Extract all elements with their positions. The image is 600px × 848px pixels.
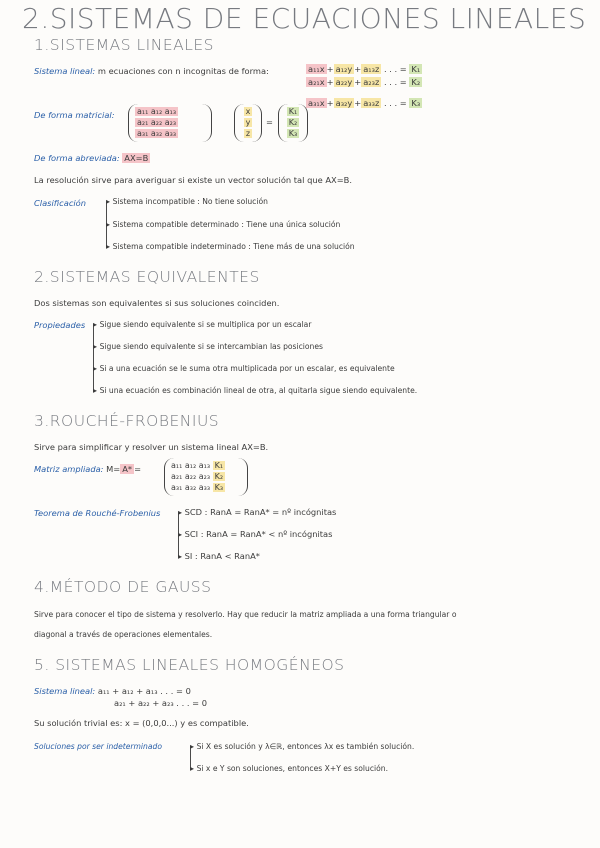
eq3-k: K₃ [411, 98, 421, 108]
classification-item: ▸ Sistema compatible indeterminado : Tiene más de una solución [106, 242, 355, 251]
eq3-term1: a₃₁x [308, 98, 325, 108]
equation-1 [306, 64, 422, 74]
abbr-label: De forma abreviada: [34, 153, 120, 163]
eq3-dots: . . . = [383, 98, 407, 108]
amp-row-3: a₃₁ a₃₂ a₃₃ [171, 483, 211, 492]
eq2-term2: a₂₂y [335, 77, 353, 87]
abbr-equation: AX=B [124, 153, 149, 163]
classification-item: ▸ Sistema compatible determinado : Tiene una única solución [106, 220, 341, 229]
classification-item: ▸ Sistema incompatible : No tiene solución [106, 197, 268, 206]
property-item: ▸ Si a una ecuación se le suma otra multiplicada por un escalar, es equivalente [93, 364, 395, 373]
theorem-item: ▸ SCI : RanA = RanA* < nº incógnitas [178, 529, 333, 539]
matrix-row-3: a₃₁ a₃₂ a₃₃ [137, 129, 177, 138]
equation-2 [306, 77, 422, 87]
vector-x: x [245, 107, 251, 116]
solution-item: ▸ Si x e Y son soluciones, entonces X+Y es solución. [190, 764, 388, 773]
property-item: ▸ Si una ecuación es combinación lineal de otra, al quitarla sigue siendo equivalente. [93, 386, 418, 395]
rouche-intro: Sirve para simplificar y resolver un sistema lineal AX=B. [34, 442, 269, 452]
eq2-dots: . . . = [383, 77, 407, 87]
eq3-plus2: + [354, 98, 362, 108]
amp-k2: K₂ [214, 472, 224, 481]
properties-label: Propiedades [34, 320, 86, 330]
theorem-item: ▸ SI : RanA < RanA* [178, 551, 260, 561]
vector-k2: K₂ [288, 118, 298, 127]
eq1-term1: a₁₁x [308, 64, 325, 74]
eq2-plus2: + [354, 77, 362, 87]
eq1-plus1: + [326, 64, 334, 74]
matrix-row-2: a₂₁ a₂₂ a₂₃ [137, 118, 177, 127]
vector-y: y [245, 118, 251, 127]
theorem-item: ▸ SCD : RanA = RanA* = nº incógnitas [178, 507, 337, 517]
page-title: 2.SISTEMAS DE ECUACIONES LINEALES [22, 2, 587, 35]
classification-label: Clasificación [34, 198, 87, 208]
section-2-heading: 2.SISTEMAS EQUIVALENTES [34, 268, 260, 286]
eq1-k: K₁ [411, 64, 421, 74]
matrix-row-1: a₁₁ a₁₂ a₁₃ [137, 107, 177, 116]
homogeneous-eq1: a₁₁ + a₁₂ + a₁₃ . . . = 0 [97, 686, 191, 696]
abbr-line [34, 153, 150, 163]
variable-vector [234, 104, 262, 142]
amp-k3: K₃ [214, 483, 224, 492]
eq3-term2: a₃₂y [335, 98, 353, 108]
property-item: ▸ Sigue siendo equivalente si se intercambian las posiciones [93, 342, 323, 351]
matrix-equals: = [266, 117, 273, 127]
eq3-plus1: + [326, 98, 334, 108]
vector-k1: K₁ [288, 107, 298, 116]
amplified-equals: = [134, 464, 142, 474]
properties-bracket [93, 324, 94, 392]
gauss-line-1: Sirve para conocer el tipo de sistema y resolverlo. Hay que reducir la matriz ampliada a una forma triangular o [34, 610, 457, 619]
section-5-heading: 5. SISTEMAS LINEALES HOMOGÉNEOS [34, 656, 345, 674]
theorem-label: Teorema de Rouché-Frobenius [34, 508, 161, 518]
eq1-plus2: + [354, 64, 362, 74]
equivalent-intro: Dos sistemas son equivalentes si sus soluciones coinciden. [34, 298, 280, 308]
gauss-line-2: diagonal a través de operaciones elementales. [34, 630, 213, 639]
solution-item: ▸ Si X es solución y λ∈ℝ, entonces λx es también solución. [190, 742, 415, 751]
amplified-m: M= [106, 464, 121, 474]
amp-k1: K₁ [214, 461, 224, 470]
trivial-solution: Su solución trivial es: x = (0,0,0...) y es compatible. [34, 718, 249, 728]
amplified-matrix [164, 458, 248, 496]
amplified-a-star: A* [122, 464, 133, 474]
eq1-term2: a₁₂y [335, 64, 353, 74]
amp-row-1: a₁₁ a₁₂ a₁₃ [171, 461, 211, 470]
eq1-term3: a₁₃z [363, 64, 380, 74]
matrix-form-label: De forma matricial: [34, 110, 115, 120]
section-4-heading: 4.MÉTODO DE GAUSS [34, 578, 212, 596]
section-3-heading: 3.ROUCHÉ-FROBENIUS [34, 412, 220, 430]
eq2-plus1: + [326, 77, 334, 87]
amp-row-2: a₂₁ a₂₂ a₂₃ [171, 472, 211, 481]
solutions-label: Soluciones por ser indeterminado [34, 742, 162, 751]
eq2-term3: a₂₃z [363, 77, 380, 87]
property-item: ▸ Sigue siendo equivalente si se multiplica por un escalar [93, 320, 312, 329]
amplified-label-line [34, 464, 141, 474]
homogeneous-label: Sistema lineal: [34, 686, 96, 696]
resolution-text: La resolución sirve para averiguar si existe un vector solución tal que AX=B. [34, 175, 352, 185]
def-text: m ecuaciones con n incognitas de forma: [97, 66, 269, 76]
homogeneous-def [34, 686, 191, 696]
homogeneous-eq2: a₂₁ + a₂₂ + a₂₃ . . . = 0 [114, 698, 207, 708]
vector-k3: K₃ [288, 129, 298, 138]
eq1-dots: . . . = [383, 64, 407, 74]
equation-3 [306, 98, 422, 108]
def-line [34, 66, 269, 76]
def-label: Sistema lineal: [34, 66, 96, 76]
eq2-term1: a₂₁x [308, 77, 325, 87]
constant-vector [278, 104, 308, 142]
amplified-label: Matriz ampliada: [34, 464, 104, 474]
section-1-heading: 1.SISTEMAS LINEALES [34, 36, 215, 54]
eq2-k: K₂ [411, 77, 421, 87]
coefficient-matrix [128, 104, 212, 142]
vector-z: z [245, 129, 251, 138]
eq3-term3: a₃₃z [363, 98, 380, 108]
